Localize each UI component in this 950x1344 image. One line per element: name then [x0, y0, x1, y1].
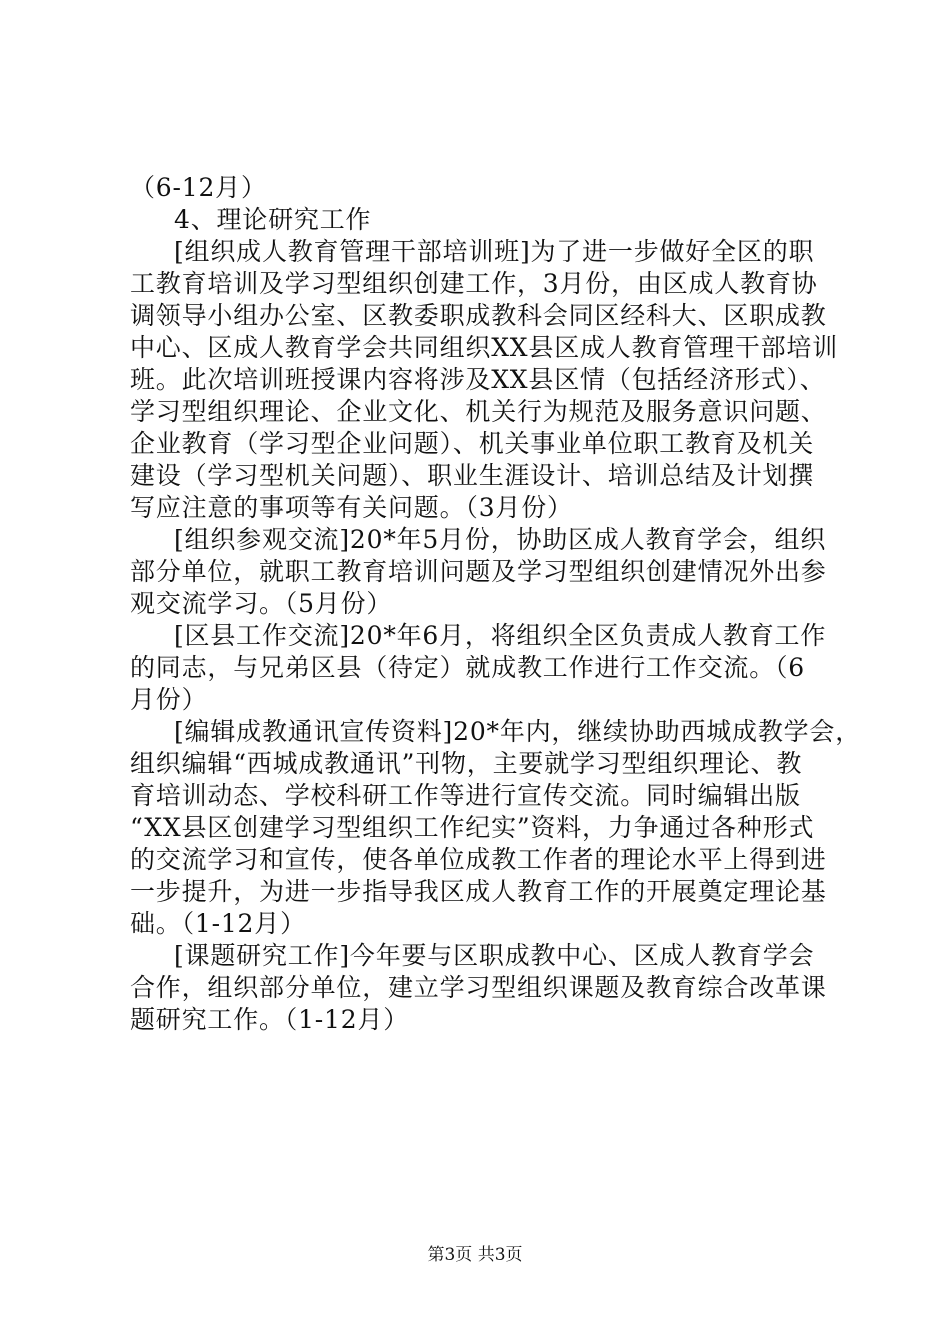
text-line: （6-12月） [130, 173, 267, 202]
text-line: [编辑成教通讯宣传资料]20*年内，继续协助西城成教学会， [174, 717, 862, 746]
section-heading: 4、理论研究工作 [174, 205, 372, 234]
text-line: [组织参观交流]20*年5月份，协助区成人教育学会，组织 [174, 525, 827, 554]
text-line: [课题研究工作]今年要与区职成教中心、区成人教育学会 [174, 941, 815, 970]
text-line: 一步提升，为进一步指导我区成人教育工作的开展奠定理论基 [130, 877, 827, 906]
text-line: 题研究工作。（1-12月） [130, 1005, 410, 1034]
text-line: [组织成人教育管理干部培训班]为了进一步做好全区的职 [174, 237, 815, 266]
page-number-footer: 第3页 共3页 [427, 1245, 523, 1265]
text-line: 月份） [130, 685, 208, 714]
text-line: 写应注意的事项等有关问题。（3月份） [130, 493, 573, 522]
text-line: 建设（学习型机关问题）、职业生涯设计、培训总结及计划撰 [130, 461, 815, 490]
text-line: 合作，组织部分单位，建立学习型组织课题及教育综合改革课 [130, 973, 827, 1002]
text-line: 调领导小组办公室、区教委职成教科会同区经科大、区职成教 [130, 301, 827, 330]
text-line: 工教育培训及学习型组织创建工作，3月份，由区成人教育协 [130, 269, 818, 298]
text-line: 的同志，与兄弟区县（待定）就成教工作进行工作交流。（6 [130, 653, 806, 682]
text-line: 企业教育（学习型企业问题）、机关事业单位职工教育及机关 [130, 429, 815, 458]
text-line: 组织编辑“西城成教通讯”刊物，主要就学习型组织理论、教 [130, 749, 803, 778]
text-line: 学习型组织理论、企业文化、机关行为规范及服务意识问题、 [130, 397, 827, 426]
text-line: [区县工作交流]20*年6月，将组织全区负责成人教育工作 [174, 621, 827, 650]
text-line: 中心、区成人教育学会共同组织XX县区成人教育管理干部培训 [130, 333, 838, 362]
text-line: 部分单位，就职工教育培训问题及学习型组织创建情况外出参 [130, 557, 827, 586]
text-line: 班。此次培训班授课内容将涉及XX县区情（包括经济形式）、 [130, 365, 826, 394]
text-line: 育培训动态、学校科研工作等进行宣传交流。同时编辑出版 [130, 781, 801, 810]
text-line: “XX县区创建学习型组织工作纪实”资料，力争通过各种形式 [130, 813, 815, 842]
text-line: 础。（1-12月） [130, 909, 306, 938]
text-line: 观交流学习。（5月份） [130, 589, 393, 618]
text-line: 的交流学习和宣传，使各单位成教工作者的理论水平上得到进 [130, 845, 827, 874]
